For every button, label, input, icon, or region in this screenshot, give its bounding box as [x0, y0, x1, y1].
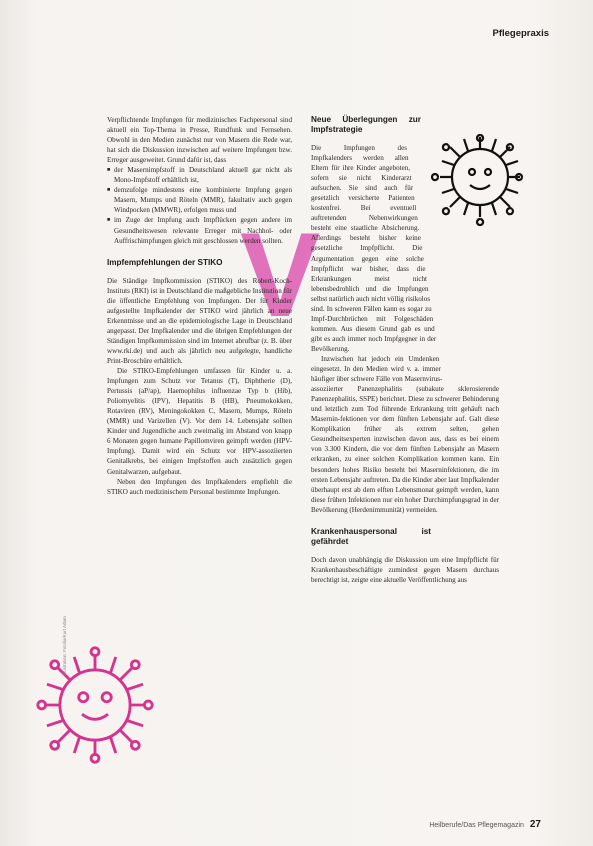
page-number: 27 — [529, 819, 541, 830]
section-label: Pflegepraxis — [492, 28, 549, 39]
krankenhaus-paragraph: Doch davon unabhängig die Diskussion um eine Impfpflicht für Krankenhausbeschäftigte zumindest gegen Masern durchaus berechtigt ist, zeigte eine aktuelle Veröffentlichung aus — [311, 555, 499, 584]
bullet-item: ■ im Zuge der Impfung auch Impflücken gegen andere im Gesundheitswesen relevante Erreger mit Nachhol- oder Auffrischimpfungen gleich mit geschlossen werden sollten. — [107, 215, 292, 245]
bullet-item: ■ demzufolge mindestens eine kombinierte Impfung gegen Masern, Mumps und Röteln (MMR), fakultativ auch gegen Windpocken (MMWR), erfolgen muss und — [107, 185, 292, 215]
page-footer — [429, 819, 541, 830]
decorative-initial-letter: V — [240, 208, 321, 342]
heading-stiko: Impfempfehlungen der STIKO — [107, 257, 223, 267]
photo-credit: Illustration: Fotolia/Kurt Adam — [62, 616, 67, 675]
left-column — [107, 115, 292, 497]
bullet-list — [107, 165, 292, 245]
stiko-paragraph-3: Neben den Impfungen des Impfkalenders empfiehlt die STIKO auch medizinischem Personal bestimmte Impfungen. — [107, 477, 292, 496]
virus-illustration-bottom — [30, 640, 160, 770]
impfstrategie-paragraph-1: Die Impfungen des Impfkalenders werden allen Eltern für ihre Kinder angeboten, sofern sie nicht Kinderarzt aufsuchen. Sie sind auch für gesetzlich versicherte Patienten kostenfrei. Bei eventuell auftretenden Nebenwirkungen besteht eine staatliche Absicherung. Allerdings besteht bisher keine gesetzliche Impfpflicht. Die Argumentation gegen eine solche Impfpflicht war bisher, dass die Erkrankungen meist nicht lebensbedrohlich und die Impfungen selbst natürlich auch nicht völlig risikolos sind. In schweren Fällen kann es sogar zu Impf-Durchbrüchen mit Folgeschäden kommen. Aus diesem Grund gab es und gibt es auch immer noch Impfgegner in der Bevölkerung. — [311, 144, 437, 353]
journal-name: Heilberufe/Das Pflegemagazin — [429, 822, 524, 829]
right-column — [311, 115, 499, 585]
intro-paragraph: Verpflichtende Impfungen für medizinisches Fachpersonal sind aktuell ein Top-Thema in Presse, Rundfunk und Fernsehen. Obwohl in den Medien zunächst nur von Masern die Rede war, hat sich die Diskussion inzwischen auf weitere Impfungen bzw. Erreger ausgeweitet. Grund dafür ist, dass — [107, 116, 292, 165]
stiko-paragraph-1: Die Ständige Impfkommission (STIKO) des Robert-Koch-Instituts (RKI) ist in Deutschland die maßgebliche Institution für die öffentliche Empfehlung von Impfungen. Der für Kinder aufgestellte Impfkalender der STIKO wird jährlich an neue Erkenntnisse und an die epidemiologische Lage in Deutschland angepasst. Der Impfkalender und die übrigen Empfehlungen der Ständigen Impfkommission sind im Internet abrufbar (z. B. über www.rki.de) und auch als jährlich neu aufgelegte, handliche Print-Broschüre erhältlich. — [107, 276, 292, 365]
stiko-paragraph-2: Die STIKO-Empfehlungen umfassen für Kinder u. a. Impfungen zum Schutz vor Tetanus (T), Diphtherie (D), Pertussis (aP/ap), Haemophilus influenzae Typ b (Hib), Poliomyelitis (IPV), Hepatitis B (HB), Pneumokokken, Rotaviren (RV), Meningokokken C, Masern, Mumps, Röteln (MMR) und Varizellen (V). Vor dem 14. Lebensjahr sollten Kinder und Jugendliche auch zweimalig im Abstand von knapp 6 Monaten gegen humane Papillomviren geimpft werden (HPV-Impfung). Damit wird ein Schutz vor HPV-assoziierten Genitalkrebs, bei einigen Impfstoffen auch zusätzlich gegen Genitalwarzen, aufgebaut. — [107, 367, 292, 476]
heading-impfstrategie: Neue Überlegungen zur Impfstrategie — [311, 115, 421, 134]
bullet-item: ■ der Masernimpfstoff in Deutschland aktuell gar nicht als Mono-Impfstoff erhältlich ist, — [107, 165, 292, 185]
heading-krankenhauspersonal: Krankenhauspersonal ist gefährdet — [311, 526, 431, 546]
impfstrategie-paragraph-2: Inzwischen hat jedoch ein Umdenken eingesetzt. In den Medien wird v. a. immer häufiger über schwere Fälle von Masernvirus-assoziierter Panenzephalitis (subakute sklerosierende Panenzephalitis, SSPE) berichtet. Diese zu schwerer Behinderung und letztlich zum Tod führende Erkrankung tritt gehäuft nach Masernin-fektionen vor dem fünften Lebensjahr auf. Galt diese Komplikation früher als extrem selten, gehen Gesundheitsexperten inzwischen davon aus, dass es bei einem von 3.300 Kindern, die vor dem fünften Lebensjahr an Masern erkranken, zu einer solchen Komplikation kommen kann. Ein besonders hohes Risiko besteht bei Maserninfektionen, die im ersten Lebensjahr auftreten. Da die Kinder aber laut Impfkalender überhaupt erst ab dem elften Lebensmonat geimpft werden, kann diese frühen Infektionen nur ein hoher Durchimpfungsgrad in der Bevölkerung (Herdenimmunität) vermeiden. — [311, 354, 499, 514]
